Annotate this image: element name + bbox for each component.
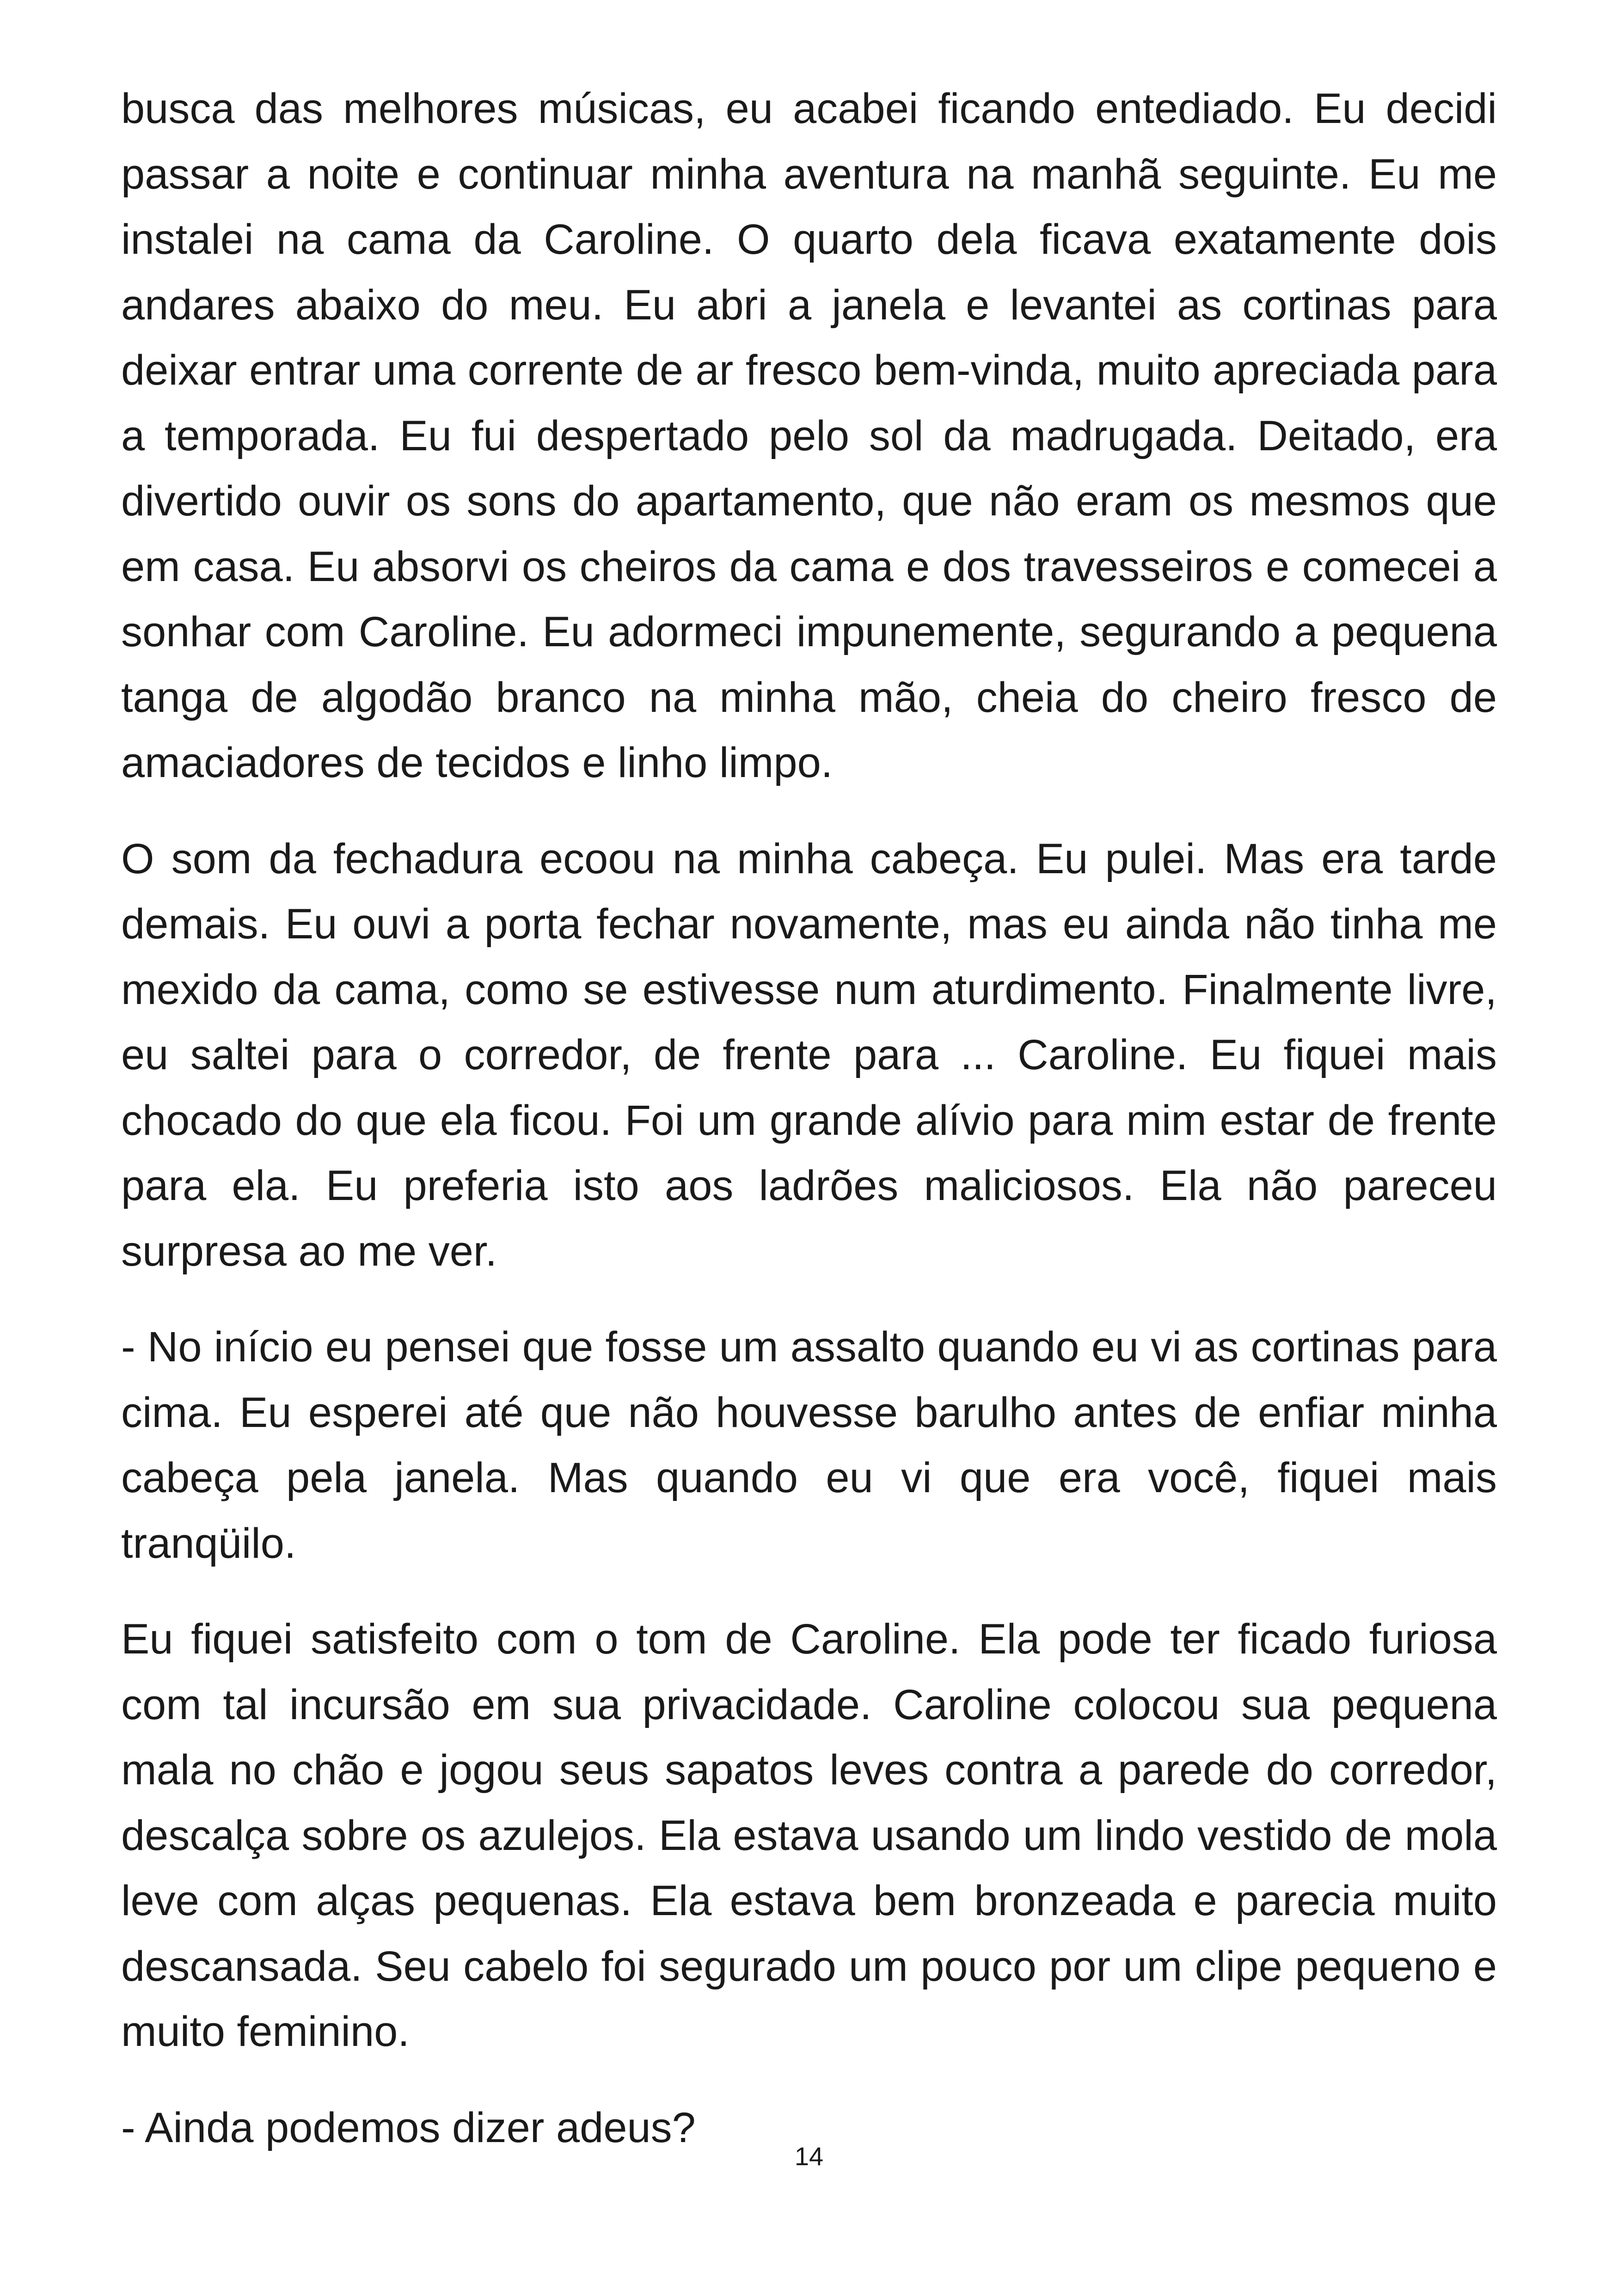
paragraph-1: busca das melhores músicas, eu acabei ficando entediado. Eu decidi passar a noite e continuar minha aventura na manhã seguinte. Eu me instalei na cama da Caroline. O quarto dela ficava exatamente dois andares abaixo do meu. Eu abri a janela e levantei as cortinas para deixar entrar uma corrente de ar fresco bem-vinda, muito apreciada para a temporada. Eu fui despertado pelo sol da madrugada. Deitado, era divertido ouvir os sons do apartamento, que não eram os mesmos que em casa. Eu absorvi os cheiros da cama e dos travesseiros e comecei a sonhar com Caroline. Eu adormeci impunemente, segurando a pequena tanga de algodão branco na minha mão, cheia do cheiro fresco de amaciadores de tecidos e linho limpo. bbox=[121, 85, 1497, 786]
paragraph-3: - No início eu pensei que fosse um assalto quando eu vi as cortinas para cima. Eu esperei até que não houvesse barulho antes de enfiar minha cabeça pela janela. Mas quando eu vi que era você, fiquei mais tranqüilo. bbox=[121, 1323, 1497, 1567]
body-text bbox=[121, 76, 1497, 2161]
page-number: 14 bbox=[794, 2142, 824, 2171]
paragraph-4: Eu fiquei satisfeito com o tom de Caroline. Ela pode ter ficado furiosa com tal incursão em sua privacidade. Caroline colocou sua pequena mala no chão e jogou seus sapatos leves contra a parede do corredor, descalça sobre os azulejos. Ela estava usando um lindo vestido de mola leve com alças pequenas. Ela estava bem bronzeada e parecia muito descansada. Seu cabelo foi segurado um pouco por um clipe pequeno e muito feminino. bbox=[121, 1616, 1497, 2055]
paragraph-5: - Ainda podemos dizer adeus? bbox=[121, 2104, 696, 2151]
paragraph-2: O som da fechadura ecoou na minha cabeça. Eu pulei. Mas era tarde demais. Eu ouvi a porta fechar novamente, mas eu ainda não tinha me mexido da cama, como se estivesse num aturdimento. Finalmente livre, eu saltei para o corredor, de frente para ... Caroline. Eu fiquei mais chocado do que ela ficou. Foi um grande alívio para mim estar de frente para ela. Eu preferia isto aos ladrões maliciosos. Ela não pareceu surpresa ao me ver. bbox=[121, 835, 1497, 1275]
